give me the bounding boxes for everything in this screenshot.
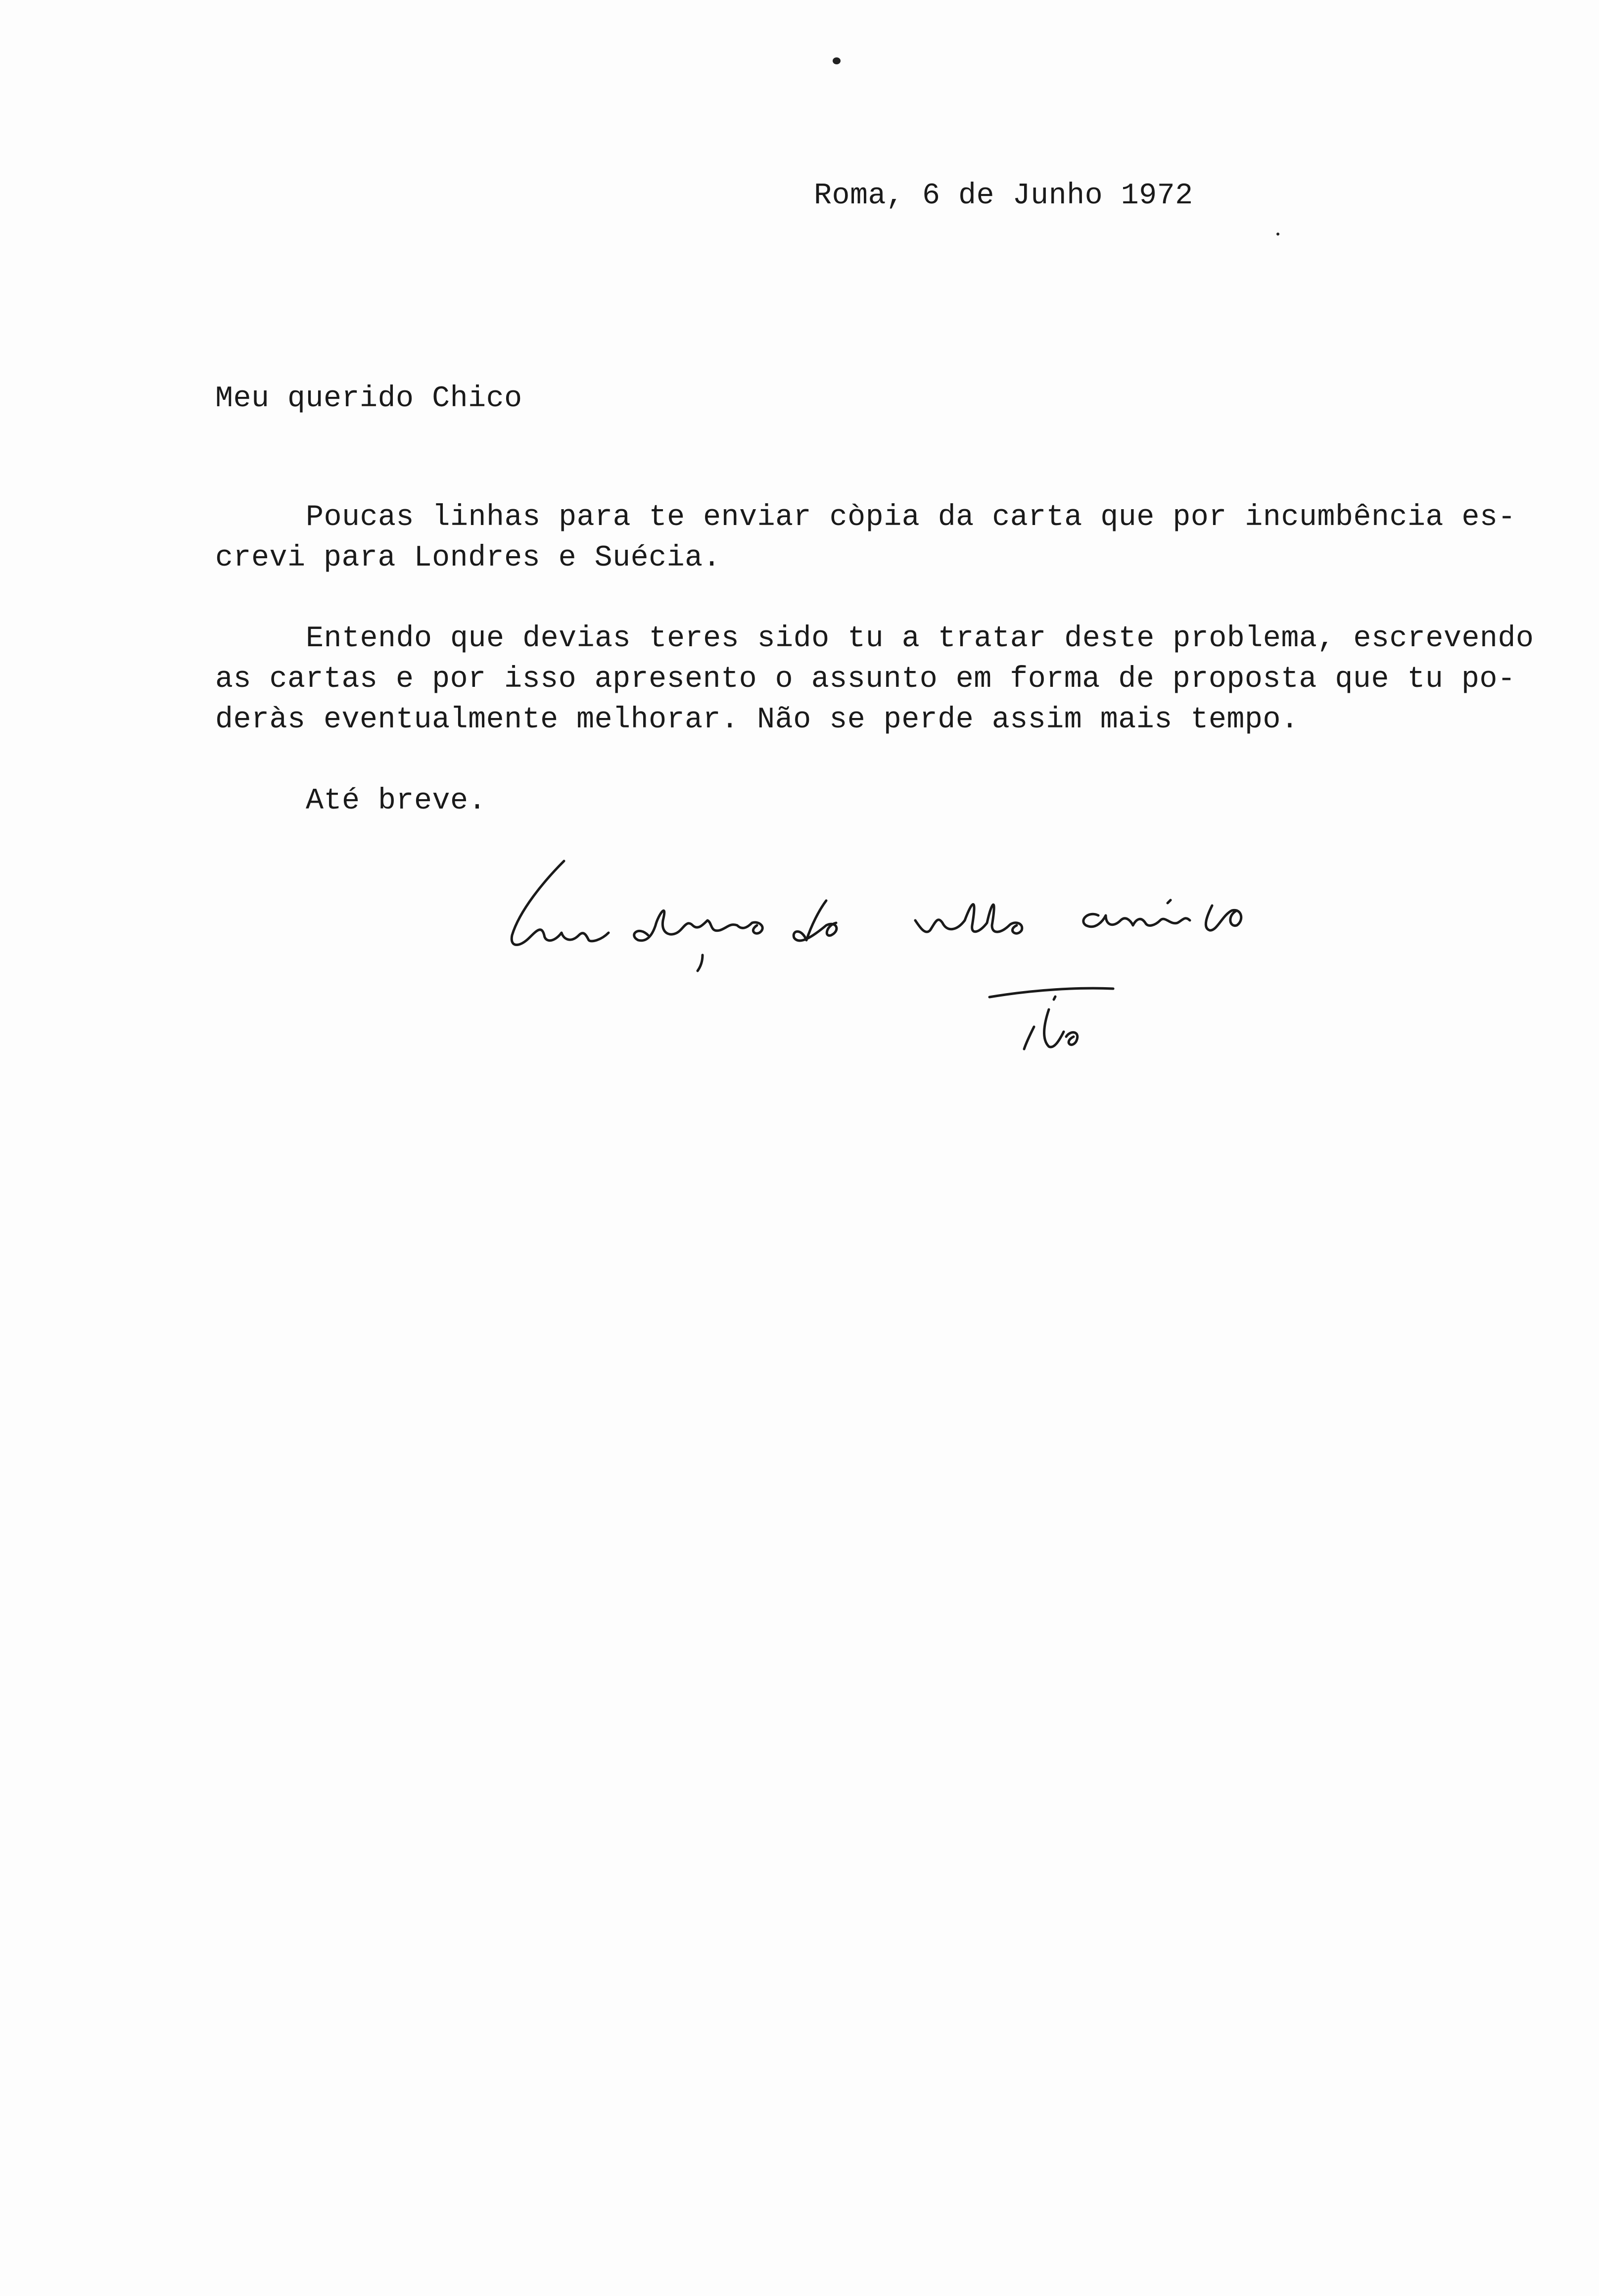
ink-speck (1276, 233, 1279, 236)
paragraph-2-line-2: as cartas e por isso apresento o assunto em forma de proposta que tu po- (215, 663, 1516, 696)
letter-closing: Até breve. (306, 784, 487, 818)
letter-salutation: Meu querido Chico (215, 382, 522, 416)
paragraph-1-line-2: crevi para Londres e Suécia. (215, 541, 721, 575)
paragraph-1-line-1: Poucas linhas para te enviar còpia da carta que por incumbência es- (306, 501, 1516, 534)
handwritten-signature (490, 841, 1361, 1069)
paragraph-2-line-3: deràs eventualmente melhorar. Não se perde assim mais tempo. (215, 703, 1299, 737)
ink-speck (833, 57, 841, 64)
paragraph-2-line-1: Entendo que devias teres sido tu a tratar deste problema, escrevendo (306, 622, 1534, 656)
letter-date: Roma, 6 de Junho 1972 (814, 179, 1193, 213)
